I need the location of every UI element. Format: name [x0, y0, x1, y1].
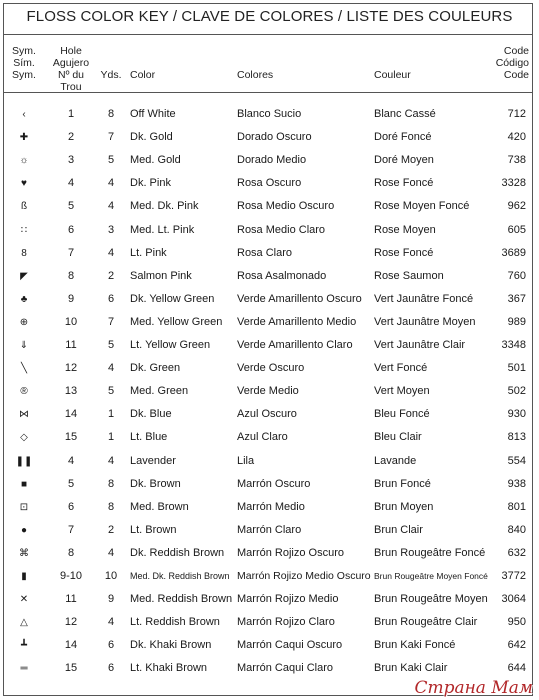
cell-yds: 6 — [107, 292, 115, 305]
cell-colores: Azul Oscuro — [237, 408, 297, 421]
header-code-en: Code — [503, 45, 529, 57]
cell-couleur: Rose Saumon — [374, 269, 444, 282]
symbol-icon: ◤ — [20, 270, 28, 282]
cell-couleur: Brun Rougeâtre Foncé — [374, 546, 486, 559]
cell-hole: 7 — [67, 246, 75, 259]
header-hole-es: Agujero — [52, 57, 90, 69]
table-row — [4, 611, 532, 634]
cell-code: 3772 — [501, 570, 526, 582]
cell-yds: 9 — [107, 593, 115, 606]
cell-hole: 1 — [67, 108, 75, 120]
cell-colores: Dorado Oscuro — [237, 131, 312, 144]
table-row — [4, 634, 532, 657]
cell-code: 950 — [507, 616, 526, 629]
cell-yds: 4 — [107, 362, 115, 375]
cell-hole: 7 — [67, 523, 75, 536]
cell-code: 3348 — [501, 339, 526, 351]
cell-colores: Rosa Claro — [237, 246, 293, 259]
symbol-icon: ∷ — [20, 224, 28, 236]
cell-code: 3328 — [501, 177, 526, 190]
cell-hole: 15 — [64, 431, 78, 444]
symbol-icon: ✚ — [19, 132, 29, 144]
cell-color: Med. Reddish Brown — [130, 593, 233, 606]
symbol-icon: 8 — [21, 247, 27, 259]
header-divider — [4, 92, 532, 93]
cell-color: Lt. Brown — [130, 523, 177, 536]
cell-yds: 7 — [107, 315, 115, 328]
cell-yds: 4 — [107, 200, 115, 213]
cell-couleur: Brun Foncé — [374, 477, 431, 490]
header-code-es: Código — [495, 57, 529, 69]
cell-hole: 4 — [67, 177, 75, 190]
cell-couleur: Bleu Clair — [374, 431, 422, 444]
cell-hole: 11 — [65, 339, 77, 351]
cell-hole: 8 — [67, 546, 75, 559]
cell-color: Dk. Yellow Green — [130, 292, 215, 305]
header-hole-en: Hole — [60, 45, 82, 57]
cell-hole: 15 — [64, 662, 78, 675]
cell-code: 813 — [507, 431, 526, 444]
table-row — [4, 357, 532, 380]
table-row — [4, 565, 532, 588]
cell-couleur: Vert Jaunâtre Moyen — [374, 315, 476, 328]
cell-hole: 14 — [64, 408, 78, 421]
symbol-icon: △ — [20, 617, 28, 629]
cell-color: Lavender — [130, 454, 176, 467]
symbol-icon: ═ — [20, 663, 28, 675]
cell-code: 554 — [507, 454, 526, 467]
cell-couleur: Rose Moyen — [374, 223, 436, 236]
cell-couleur: Vert Foncé — [374, 362, 428, 375]
cell-colores: Rosa Medio Oscuro — [237, 200, 335, 213]
cell-color: Dk. Khaki Brown — [130, 639, 212, 652]
cell-color: Med. Lt. Pink — [130, 223, 195, 236]
table-row — [4, 542, 532, 565]
symbol-icon: ♣ — [20, 293, 28, 305]
table-row — [4, 380, 532, 403]
table-row — [4, 172, 532, 195]
table-row — [4, 242, 532, 265]
cell-color: Dk. Brown — [130, 477, 181, 490]
table-row — [4, 496, 532, 519]
cell-color: Salmon Pink — [130, 269, 192, 282]
table-row — [4, 657, 532, 680]
symbol-icon: ⊕ — [19, 316, 29, 328]
cell-colores: Blanco Sucio — [237, 108, 302, 120]
cell-color: Lt. Reddish Brown — [130, 616, 220, 629]
symbol-icon: ❚❚ — [15, 455, 33, 467]
cell-yds: 4 — [107, 177, 115, 190]
cell-couleur: Vert Jaunâtre Foncé — [374, 292, 474, 305]
table-row — [4, 426, 532, 449]
cell-colores: Marrón Rojizo Claro — [237, 616, 335, 629]
symbol-icon: ■ — [20, 478, 28, 490]
cell-yds: 4 — [107, 546, 115, 559]
cell-colores: Verde Oscuro — [237, 362, 305, 375]
cell-yds: 3 — [107, 223, 115, 236]
cell-color: Lt. Khaki Brown — [130, 662, 208, 675]
cell-color: Dk. Pink — [130, 177, 171, 190]
cell-couleur: Vert Moyen — [374, 385, 430, 398]
cell-yds: 2 — [107, 269, 115, 282]
cell-code: 840 — [507, 523, 526, 536]
cell-code: 938 — [507, 477, 526, 490]
cell-color: Med. Yellow Green — [130, 315, 223, 328]
cell-color: Lt. Pink — [130, 246, 167, 259]
cell-hole: 9-10 — [59, 570, 83, 582]
cell-yds: 5 — [107, 385, 115, 398]
cell-hole: 6 — [67, 500, 75, 513]
watermark-logo: Страна Мам — [414, 678, 533, 698]
cell-couleur: Brun Clair — [374, 523, 423, 536]
header-yds: Yds. — [100, 69, 122, 81]
cell-colores: Marrón Rojizo Medio — [237, 593, 339, 606]
cell-couleur: Lavande — [374, 454, 417, 467]
cell-yds: 8 — [107, 477, 115, 490]
cell-yds: 5 — [107, 154, 115, 167]
cell-colores: Marrón Rojizo Medio Oscuro — [237, 570, 371, 582]
cell-couleur: Doré Foncé — [374, 131, 432, 144]
cell-couleur: Rose Moyen Foncé — [374, 200, 470, 213]
cell-colores: Marrón Medio — [237, 500, 305, 513]
cell-colores: Lila — [237, 454, 255, 467]
symbol-icon: ◇ — [20, 432, 28, 444]
cell-couleur: Rose Foncé — [374, 177, 434, 190]
symbol-icon: ‹ — [22, 109, 26, 120]
cell-yds: 5 — [107, 339, 115, 351]
header-sym-es: Sím. — [13, 57, 35, 69]
cell-color: Dk. Reddish Brown — [130, 546, 225, 559]
cell-couleur: Brun Rougeâtre Moyen Foncé — [374, 571, 488, 581]
cell-code: 501 — [507, 362, 526, 375]
symbol-icon: ⊡ — [19, 501, 29, 513]
cell-hole: 11 — [65, 593, 77, 606]
table-row — [4, 473, 532, 496]
cell-hole: 14 — [64, 639, 78, 652]
cell-colores: Rosa Oscuro — [237, 177, 302, 190]
cell-yds: 10 — [104, 570, 118, 582]
cell-colores: Marrón Claro — [237, 523, 302, 536]
cell-couleur: Doré Moyen — [374, 154, 434, 167]
cell-code: 420 — [507, 131, 526, 144]
symbol-icon: ☼ — [19, 155, 29, 167]
symbol-icon: ß — [20, 201, 28, 213]
cell-code: 760 — [507, 269, 526, 282]
cell-couleur: Rose Foncé — [374, 246, 434, 259]
symbol-icon: ♥ — [21, 178, 27, 190]
cell-colores: Dorado Medio — [237, 154, 307, 167]
cell-hole: 5 — [67, 200, 75, 213]
table-row — [4, 450, 532, 473]
cell-code: 3064 — [501, 593, 526, 606]
cell-yds: 2 — [107, 523, 115, 536]
cell-code: 632 — [507, 546, 526, 559]
table-row — [4, 265, 532, 288]
cell-hole: 2 — [67, 131, 75, 144]
cell-yds: 7 — [107, 131, 115, 144]
header-color: Color — [130, 69, 156, 81]
header-hole-fr: Nº du Trou — [57, 69, 84, 93]
cell-color: Off White — [130, 108, 176, 120]
symbol-icon: ┻ — [20, 640, 28, 652]
cell-color: Lt. Yellow Green — [130, 339, 211, 351]
cell-yds: 6 — [107, 662, 115, 675]
cell-couleur: Brun Rougeâtre Clair — [374, 616, 478, 629]
table-row — [4, 311, 532, 334]
cell-code: 642 — [507, 639, 526, 652]
cell-code: 989 — [507, 315, 526, 328]
cell-yds: 1 — [107, 431, 115, 444]
cell-yds: 8 — [107, 108, 115, 120]
table-row — [4, 103, 532, 126]
cell-code: 3689 — [501, 246, 526, 259]
cell-code: 801 — [507, 500, 526, 513]
cell-yds: 8 — [107, 500, 115, 513]
header-sym — [8, 45, 40, 81]
cell-couleur: Brun Rougeâtre Moyen — [374, 593, 488, 606]
table-row — [4, 288, 532, 311]
symbol-icon: ® — [20, 386, 28, 398]
header-colores: Colores — [237, 69, 274, 81]
cell-yds: 6 — [107, 639, 115, 652]
table-row — [4, 403, 532, 426]
cell-couleur: Brun Kaki Foncé — [374, 639, 456, 652]
cell-hole: 3 — [67, 154, 75, 167]
cell-color: Med. Dk. Reddish Brown — [130, 571, 230, 581]
cell-colores: Verde Amarillento Medio — [237, 315, 357, 328]
cell-colores: Rosa Asalmonado — [237, 269, 327, 282]
cell-hole: 5 — [67, 477, 75, 490]
cell-hole: 8 — [67, 269, 75, 282]
cell-couleur: Brun Kaki Clair — [374, 662, 448, 675]
table-row — [4, 149, 532, 172]
symbol-icon: ▮ — [21, 571, 27, 582]
header-couleur: Couleur — [374, 69, 411, 81]
cell-colores: Marrón Oscuro — [237, 477, 311, 490]
cell-hole: 13 — [64, 385, 78, 398]
cell-hole: 9 — [67, 292, 75, 305]
cell-color: Dk. Gold — [130, 131, 173, 144]
cell-colores: Verde Amarillento Oscuro — [237, 292, 362, 305]
cell-yds: 4 — [107, 616, 115, 629]
page-title: FLOSS COLOR KEY / CLAVE DE COLORES / LISTE DES COULEURS — [26, 8, 513, 25]
table-row — [4, 519, 532, 542]
cell-colores: Verde Medio — [237, 385, 299, 398]
cell-code: 712 — [507, 108, 526, 120]
cell-code: 644 — [507, 662, 526, 675]
cell-color: Lt. Blue — [130, 431, 168, 444]
table-row — [4, 195, 532, 218]
header-code-fr: Code — [503, 69, 529, 81]
cell-colores: Marrón Rojizo Oscuro — [237, 546, 344, 559]
cell-code: 502 — [507, 385, 526, 398]
cell-code: 930 — [507, 408, 526, 421]
header-sym-fr: Sym. — [12, 69, 36, 81]
cell-color: Dk. Blue — [130, 408, 172, 421]
cell-colores: Marrón Caqui Claro — [237, 662, 333, 675]
symbol-icon: ⌘ — [19, 547, 29, 559]
cell-color: Dk. Green — [130, 362, 181, 375]
cell-yds: 4 — [107, 454, 115, 467]
cell-hole: 12 — [64, 616, 78, 629]
cell-colores: Rosa Medio Claro — [237, 223, 326, 236]
symbol-icon: ╲ — [20, 363, 28, 375]
header-sym-en: Sym. — [12, 45, 36, 57]
table-row — [4, 588, 532, 611]
symbol-icon: ● — [20, 524, 28, 536]
cell-yds: 4 — [107, 246, 115, 259]
cell-couleur: Vert Jaunâtre Clair — [374, 339, 466, 351]
table-row — [4, 126, 532, 149]
cell-colores: Verde Amarillento Claro — [237, 339, 353, 351]
symbol-icon: ⋈ — [19, 409, 29, 421]
header-code — [481, 45, 529, 81]
cell-color: Med. Green — [130, 385, 189, 398]
cell-hole: 4 — [67, 454, 75, 467]
cell-code: 605 — [507, 223, 526, 236]
cell-code: 962 — [507, 200, 526, 213]
symbol-icon: ⇓ — [19, 340, 29, 351]
cell-yds: 1 — [107, 408, 115, 421]
symbol-icon: ✕ — [19, 594, 29, 606]
cell-code: 367 — [507, 292, 526, 305]
cell-couleur: Bleu Foncé — [374, 408, 430, 421]
cell-hole: 6 — [67, 223, 75, 236]
cell-couleur: Brun Moyen — [374, 500, 434, 513]
cell-color: Med. Gold — [130, 154, 181, 167]
title-divider — [4, 34, 532, 35]
cell-colores: Marrón Caqui Oscuro — [237, 639, 343, 652]
table-row — [4, 334, 532, 357]
cell-colores: Azul Claro — [237, 431, 288, 444]
cell-couleur: Blanc Cassé — [374, 108, 436, 120]
cell-hole: 12 — [64, 362, 78, 375]
cell-color: Med. Dk. Pink — [130, 200, 199, 213]
cell-color: Med. Brown — [130, 500, 189, 513]
table-row — [4, 219, 532, 242]
cell-hole: 10 — [64, 315, 78, 328]
header-hole — [48, 45, 94, 93]
cell-code: 738 — [507, 154, 526, 167]
